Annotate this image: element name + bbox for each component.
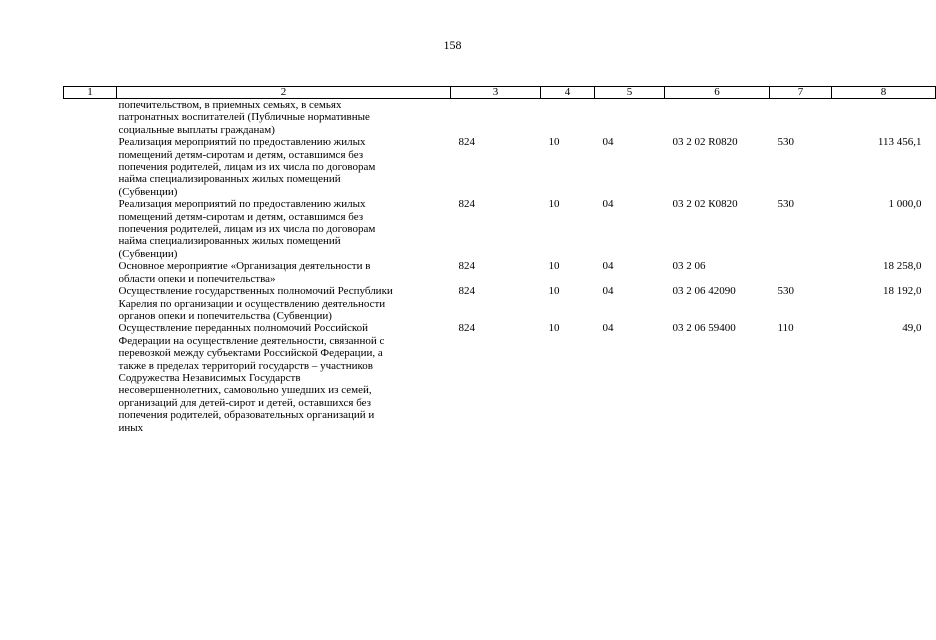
row-subsection: 04 — [602, 198, 614, 211]
row-section: 10 — [548, 285, 560, 298]
row-name: Реализация мероприятий по предоставлению жилых помещений детям-сиротам и детям, оставшимся без попечения родителей, лицам из их числа по договорам найма специализированных жилых помещений (Субвенции) — [118, 136, 376, 198]
table-row — [64, 285, 936, 322]
budget-table — [63, 86, 936, 434]
row-target-code: 03 2 06 59400 — [672, 322, 736, 335]
row-expense-type — [770, 260, 832, 285]
header-col-5: 5 — [595, 87, 665, 99]
row-expense-type: 530 — [777, 285, 794, 298]
row-subsection — [595, 99, 665, 137]
row-expense-type: 110 — [777, 322, 794, 335]
row-name: Осуществление государственных полномочий Республики Карелия по организации и осуществлению деятельности органов опеки и попечительства (Субвенции) — [118, 285, 393, 322]
row-target-code: 03 2 02 К0820 — [672, 198, 738, 211]
table-row — [64, 260, 936, 285]
row-subsection: 04 — [602, 260, 614, 273]
header-row — [64, 87, 936, 99]
row-ministry-code: 824 — [458, 260, 475, 273]
page-number: 158 — [443, 38, 462, 52]
row-name: Реализация мероприятий по предоставлению жилых помещений детям-сиротам и детям, оставшимся без попечения родителей, лицам из их числа по договорам найма специализированных жилых помещений (Субвенции) — [118, 198, 376, 260]
table-header — [64, 87, 936, 99]
header-col-3: 3 — [451, 87, 541, 99]
row-amount: 18 258,0 — [883, 260, 922, 273]
row-section — [541, 99, 595, 137]
row-section: 10 — [548, 198, 560, 211]
row-section: 10 — [548, 136, 560, 149]
row-ministry-code: 824 — [458, 285, 475, 298]
header-col-1: 1 — [64, 87, 117, 99]
row-target-code: 03 2 02 R0820 — [672, 136, 738, 149]
row-subsection: 04 — [602, 136, 614, 149]
row-ministry-code: 824 — [458, 322, 475, 335]
row-expense-type: 530 — [777, 136, 794, 149]
row-amount: 18 192,0 — [883, 285, 922, 298]
row-amount: 113 456,1 — [877, 136, 922, 149]
row-amount — [832, 99, 936, 137]
table-body — [64, 99, 936, 434]
row-target-code: 03 2 06 42090 — [672, 285, 736, 298]
header-col-6: 6 — [665, 87, 770, 99]
row-ministry-code — [451, 99, 541, 137]
row-name: попечительством, в приемных семьях, в семьях патронатных воспитателей (Публичные нормативные социальные выплаты гражданам) — [118, 99, 370, 136]
row-expense-type — [770, 99, 832, 137]
row-ministry-code: 824 — [458, 198, 475, 211]
header-col-4: 4 — [541, 87, 595, 99]
header-col-8: 8 — [832, 87, 936, 99]
table-row — [64, 136, 936, 198]
row-name: Осуществление переданных полномочий Российской Федерации на осуществление деятельности, связанной с перевозкой между субъектами Российской Федерации, а также в пределах территорий государств – участников Содружества Независимых Государств несовершеннолетних, самовольно ушедших из семей, организаций для детей-сирот и детей, оставшихся без попечения родителей, образовательных организаций и иных — [118, 322, 385, 434]
row-name: Основное мероприятие «Организация деятельности в области опеки и попечительства» — [118, 260, 371, 285]
row-target-code — [665, 99, 770, 137]
table-row — [64, 198, 936, 260]
header-col-7: 7 — [770, 87, 832, 99]
row-target-code: 03 2 06 — [672, 260, 706, 273]
table-row — [64, 99, 936, 137]
header-col-2: 2 — [117, 87, 451, 99]
row-amount: 49,0 — [902, 322, 922, 335]
row-section: 10 — [548, 322, 560, 335]
table-row — [64, 322, 936, 434]
row-subsection: 04 — [602, 285, 614, 298]
row-ministry-code: 824 — [458, 136, 475, 149]
row-amount: 1 000,0 — [888, 198, 922, 211]
row-section: 10 — [548, 260, 560, 273]
row-subsection: 04 — [602, 322, 614, 335]
row-expense-type: 530 — [777, 198, 794, 211]
